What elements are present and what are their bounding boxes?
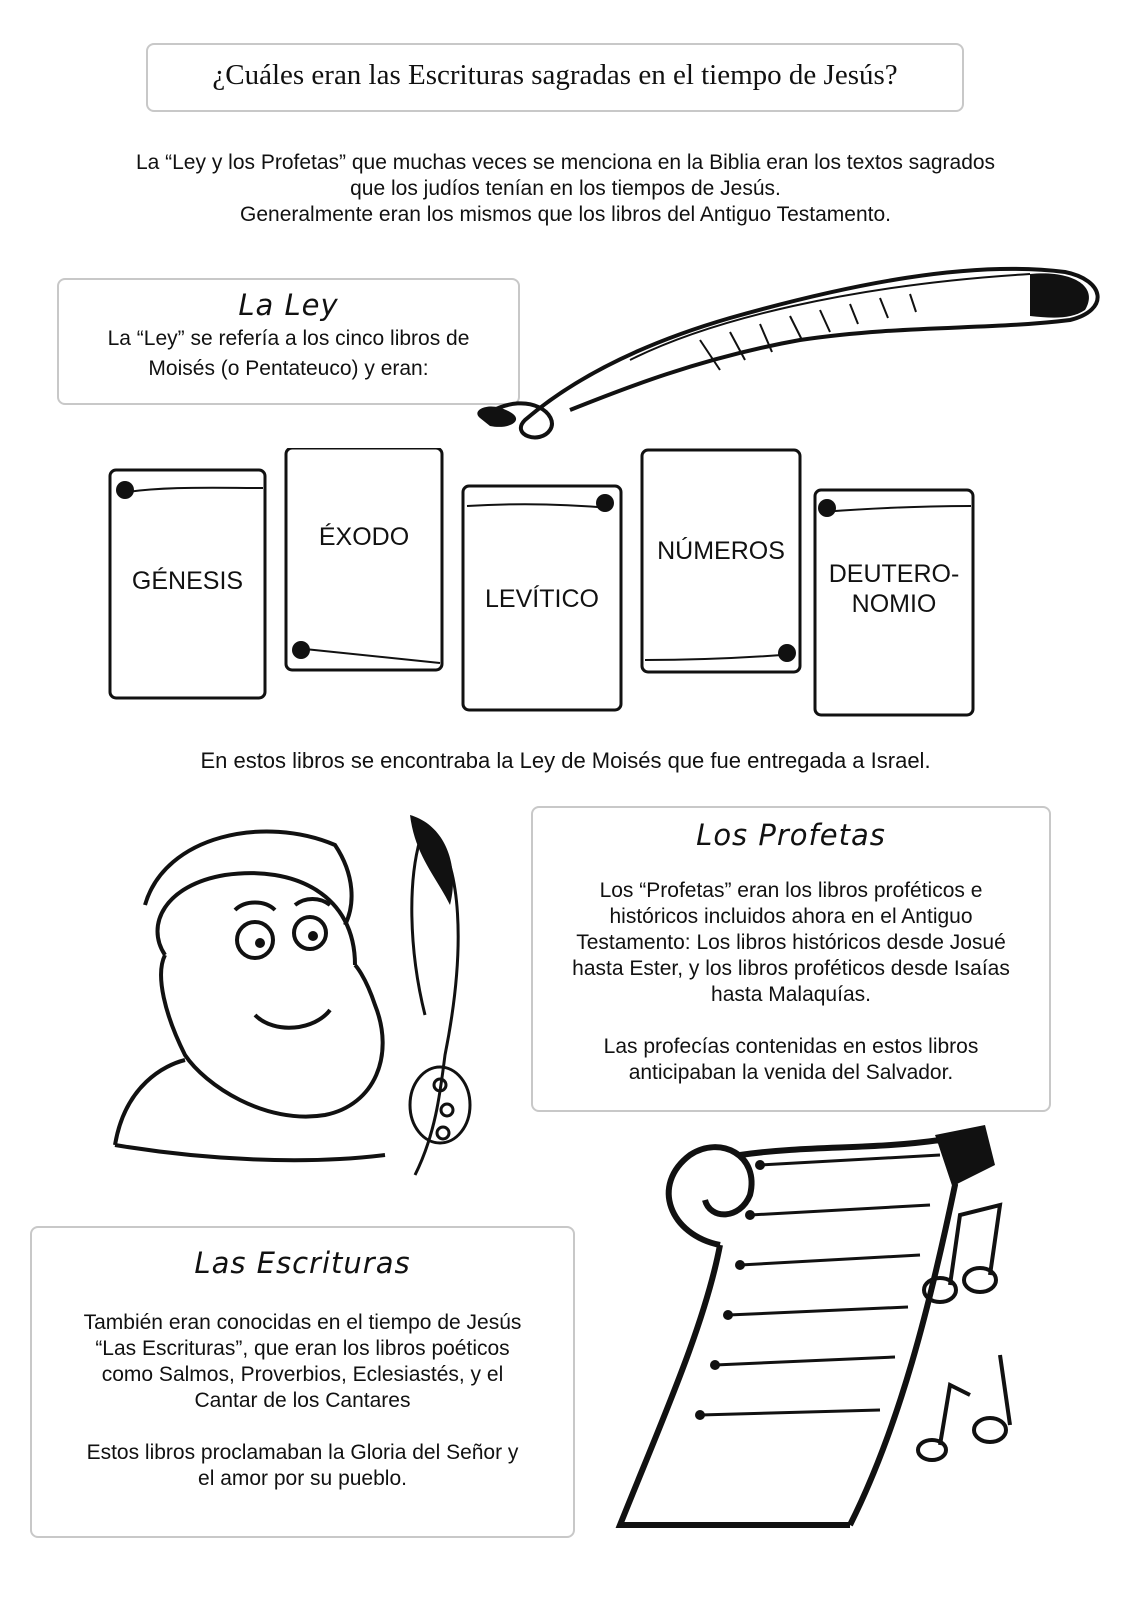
escrituras-heading: Las Escrituras — [194, 1246, 411, 1280]
page-title: ¿Cuáles eran las Escrituras sagradas en el tiempo de Jesús? — [212, 59, 898, 91]
book-deuteronomio-line: DEUTERO- — [828, 560, 960, 588]
escrituras-line: Estos libros proclamaban la Gloria del Señor y — [86, 1441, 519, 1464]
scroll-curl-icon — [292, 641, 310, 659]
ley-heading: La Ley — [238, 288, 339, 322]
intro-text — [60, 150, 1071, 228]
escrituras-box — [30, 1226, 575, 1538]
escrituras-line: También eran conocidas en el tiempo de Jesús — [83, 1311, 522, 1334]
profetas-line: Los “Profetas” eran los libros proféticos e — [599, 879, 983, 902]
profetas-line: Testamento: Los libros históricos desde Josué — [576, 931, 1006, 954]
scroll-curl-icon — [596, 494, 614, 512]
book-deuteronomio-line: NOMIO — [851, 590, 937, 618]
ley-line: La “Ley” se refería a los cinco libros de — [107, 327, 470, 350]
intro-line: Generalmente eran los mismos que los libros del Antiguo Testamento. — [240, 203, 891, 226]
profetas-line: hasta Malaquías. — [711, 983, 871, 1006]
scroll-curl-icon — [116, 481, 134, 499]
title-box — [146, 43, 964, 112]
escrituras-line: como Salmos, Proverbios, Eclesiastés, y el — [101, 1363, 504, 1386]
book-genesis: GÉNESIS — [131, 567, 244, 595]
music-note-icon — [918, 1205, 1010, 1460]
escrituras-line: el amor por su pueblo. — [198, 1467, 407, 1490]
scroll-curl-icon — [818, 499, 836, 517]
scroll-curl-icon — [778, 644, 796, 662]
book-numeros: NÚMEROS — [657, 537, 785, 565]
profetas-line: Las profecías contenidas en estos libros — [603, 1035, 979, 1058]
escrituras-line: Cantar de los Cantares — [194, 1389, 411, 1412]
scroll-exodo — [286, 448, 442, 670]
prophet-icon — [105, 815, 505, 1195]
profetas-line: históricos incluidos ahora en el Antiguo — [609, 905, 973, 928]
profetas-heading: Los Profetas — [696, 818, 886, 852]
escrituras-body — [32, 1310, 573, 1492]
ley-box — [57, 278, 520, 405]
profetas-line: anticipaban la venida del Salvador. — [628, 1061, 954, 1084]
intro-line: La “Ley y los Profetas” que muchas veces se menciona en la Biblia eran los textos sagrados — [135, 151, 996, 174]
book-levitico: LEVÍTICO — [485, 585, 599, 613]
book-deuteronomio — [815, 559, 973, 619]
profetas-box — [531, 806, 1051, 1112]
profetas-body — [533, 878, 1049, 1086]
quill-icon — [470, 240, 1110, 450]
escrituras-line: “Las Escrituras”, que eran los libros poéticos — [95, 1337, 510, 1360]
book-exodo: ÉXODO — [318, 523, 410, 551]
law-caption: En estos libros se encontraba la Ley de Moisés que fue entregada a Israel. — [200, 748, 931, 773]
intro-line: que los judíos tenían en los tiempos de Jesús. — [350, 177, 781, 200]
ley-body — [59, 324, 518, 384]
harp-icon — [610, 1125, 1040, 1545]
profetas-line: hasta Ester, y los libros proféticos desde Isaías — [572, 957, 1010, 980]
ley-line: Moisés (o Pentateuco) y eran: — [148, 357, 429, 380]
